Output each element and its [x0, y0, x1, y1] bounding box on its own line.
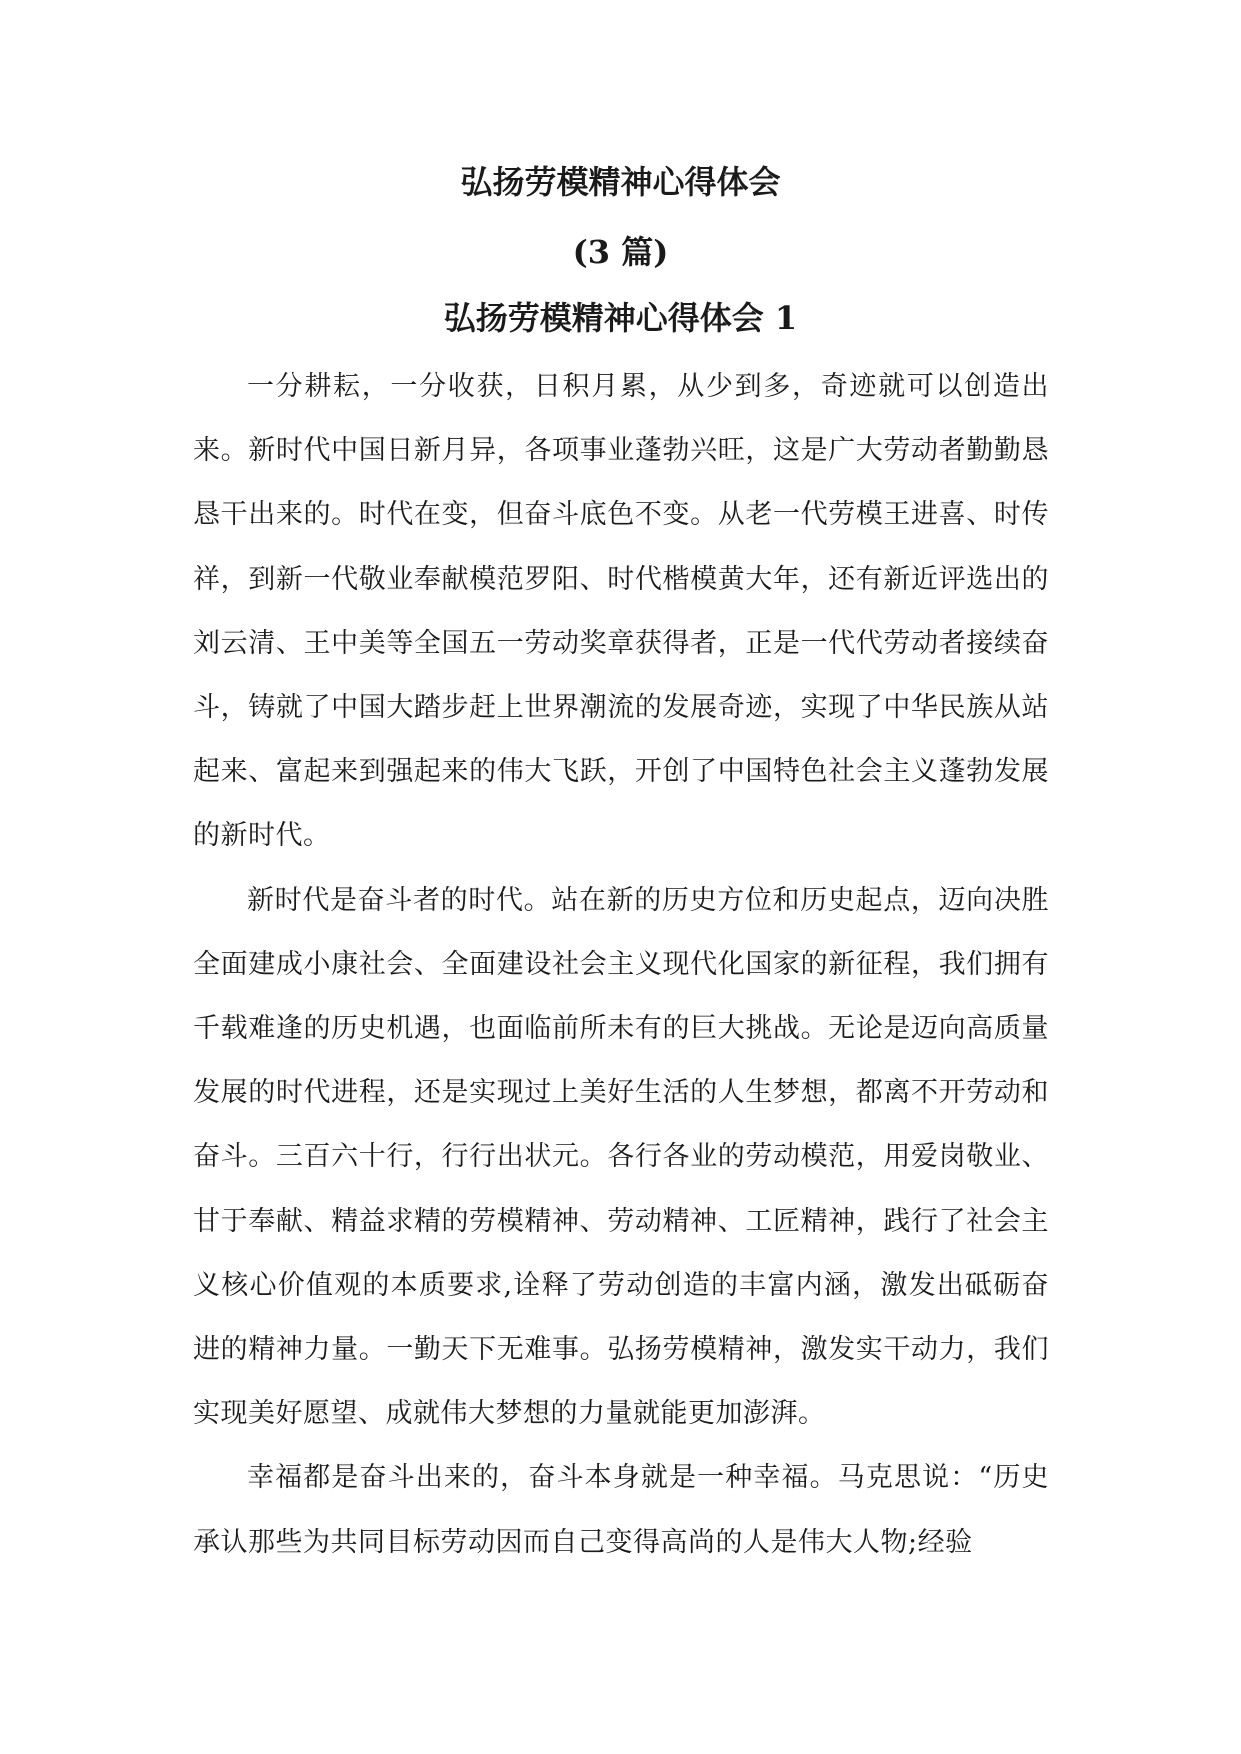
paragraph: 新时代是奋斗者的时代。站在新的历史方位和历史起点，迈向决胜全面建成小康社会、全面建设社会主义现代化国家的新征程，我们拥有千载难逢的历史机遇，也面临前所未有的巨大挑战。无论是迈向高质量发展的时代进程，还是实现过上美好生活的人生梦想，都离不开劳动和奋斗。三百六十行，行行出状元。各行各业的劳动模范，用爱岗敬业、甘于奉献、精益求精的劳模精神、劳动精神、工匠精神，践行了社会主义核心价值观的本质要求,诠释了劳动创造的丰富内涵，激发出砥砺奋进的精神力量。一勤天下无难事。弘扬劳模精神，激发实干动力，我们实现美好愿望、成就伟大梦想的力量就能更加澎湃。	[193, 884, 1049, 1430]
document-body	[193, 355, 1049, 1575]
document-title: 弘扬劳模精神心得体会	[460, 163, 781, 201]
paragraph: 幸福都是奋斗出来的，奋斗本身就是一种幸福。马克思说：“历史承认那些为共同目标劳动因而自己变得高尚的人是伟大人物;经验	[193, 1462, 1049, 1558]
paragraph: 一分耕耘，一分收获，日积月累，从少到多，奇迹就可以创造出来。新时代中国日新月异，各项事业蓬勃兴旺，这是广大劳动者勤勤恳恳干出来的。时代在变，但奋斗底色不变。从老一代劳模王进喜、时传祥，到新一代敬业奉献模范罗阳、时代楷模黄大年，还有新近评选出的刘云清、王中美等全国五一劳动奖章获得者，正是一代代劳动者接续奋斗，铸就了中国大踏步赶上世界潮流的发展奇迹，实现了中华民族从站起来、富起来到强起来的伟大飞跃，开创了中国特色社会主义蓬勃发展的新时代。	[193, 371, 1049, 852]
document-subtitle: (3 篇)	[572, 233, 669, 271]
section-heading: 弘扬劳模精神心得体会 1	[443, 299, 798, 337]
